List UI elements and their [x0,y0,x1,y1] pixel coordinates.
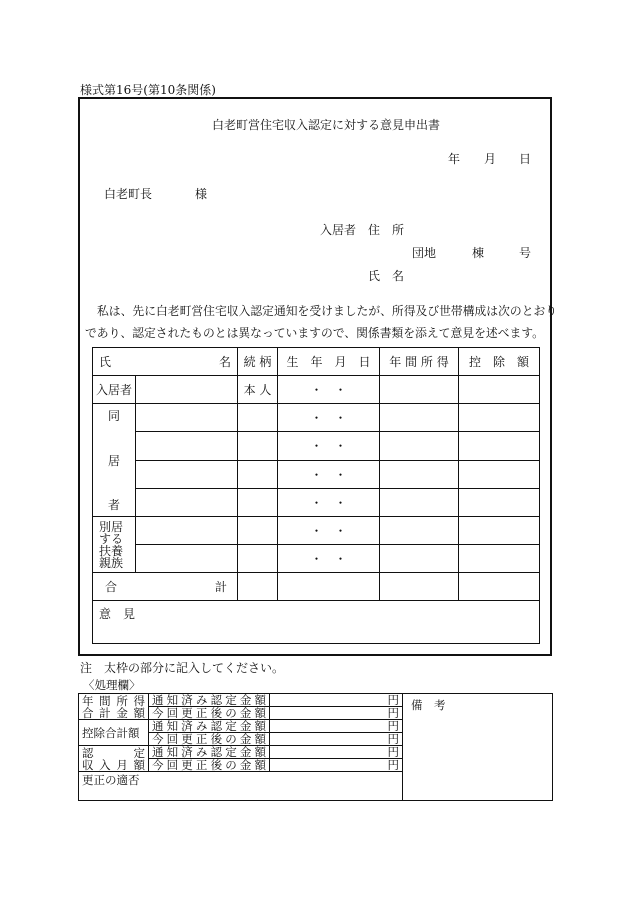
total-deduction-cell[interactable] [459,573,540,601]
deduction-cell[interactable] [459,460,540,488]
header-relation: 続 柄 [238,348,278,376]
notified-amount-label: 通知済み認定金額 [149,720,270,733]
number-label: 号 [519,246,532,260]
deduction-cell[interactable] [459,488,540,516]
body-text-line-1: 私は、先に白老町営住宅収入認定通知を受けましたが、所得及び世帯構成は次のとおり [97,304,558,318]
income-cell[interactable] [380,404,459,432]
cohabitant-label: 同 居 者 [93,404,136,517]
form-number: 様式第16号(第10条関係) [80,83,216,97]
amount-cell[interactable]: 円 [270,694,403,707]
opinion-cell[interactable] [93,601,540,644]
deduction-total-label: 控除合計額 [79,720,149,746]
birth-cell[interactable]: ・ ・ [278,432,380,460]
relation-cell[interactable] [238,432,278,460]
income-cell[interactable] [380,488,459,516]
processing-title: 〈処理欄〉 [83,678,141,692]
amount-cell[interactable]: 円 [270,733,403,746]
recognized-income-label: 認定 収入月額 [79,746,149,772]
corrected-amount-label: 今回更正後の金額 [149,707,270,720]
remarks-cell[interactable] [403,694,553,801]
name-cell[interactable] [136,376,238,404]
amount-cell[interactable]: 円 [270,746,403,759]
note-text: 注 太枠の部分に記入してください。 [80,661,285,675]
name-cell[interactable] [136,545,238,573]
amount-cell[interactable]: 円 [270,759,403,772]
correction-validity-cell[interactable] [79,772,403,801]
income-total-label: 年間所得 合計金額 [79,694,149,720]
income-cell[interactable] [380,460,459,488]
name-cell[interactable] [136,517,238,545]
deduction-cell[interactable] [459,432,540,460]
correction-validity-label: 更正の適否 [82,773,140,787]
amount-cell[interactable]: 円 [270,720,403,733]
income-cell[interactable] [380,376,459,404]
header-birth: 生 年 月 日 [278,348,380,376]
addressee-honorific: 様 [195,187,208,201]
tenant-row-label: 入居者 [93,376,136,404]
household-table [92,347,540,644]
relation-cell[interactable] [238,545,278,573]
remarks-label: 備 考 [411,698,446,712]
total-birth-cell [278,573,380,601]
corrected-amount-label: 今回更正後の金額 [149,759,270,772]
birth-cell[interactable]: ・ ・ [278,460,380,488]
body-text-line-2: であり、認定されたものとは異なっていますので、関係書類を添えて意見を述べます。 [85,326,544,340]
birth-cell[interactable]: ・ ・ [278,488,380,516]
birth-cell[interactable]: ・ ・ [278,404,380,432]
amount-cell[interactable]: 円 [270,707,403,720]
complex-label: 団地 [412,246,437,260]
notified-amount-label: 通知済み認定金額 [149,746,270,759]
name-cell[interactable] [136,460,238,488]
name-cell[interactable] [136,432,238,460]
building-label: 棟 [472,246,485,260]
date-day-label: 日 [519,152,532,166]
total-label: 合 計 [93,573,238,601]
total-income-cell[interactable] [380,573,459,601]
deduction-cell[interactable] [459,376,540,404]
opinion-label: 意 見 [99,607,136,621]
deduction-cell[interactable] [459,404,540,432]
income-cell[interactable] [380,545,459,573]
birth-cell[interactable]: ・ ・ [278,517,380,545]
date-month-label: 月 [484,152,497,166]
income-cell[interactable] [380,432,459,460]
name-cell[interactable] [136,488,238,516]
self-label: 本 人 [238,376,278,404]
addressee-label: 白老町長 [104,187,153,201]
separate-dependents-label: 別居 する 扶養 親族 [93,517,136,573]
income-cell[interactable] [380,517,459,545]
tenant-label: 入居者 [320,223,357,237]
deduction-cell[interactable] [459,517,540,545]
name-cell[interactable] [136,404,238,432]
birth-cell[interactable]: ・ ・ [278,376,380,404]
relation-cell[interactable] [238,460,278,488]
header-name: 氏 名 [93,348,238,376]
relation-cell[interactable] [238,488,278,516]
form-title: 白老町営住宅収入認定に対する意見申出書 [212,118,441,132]
header-deduction: 控 除 額 [459,348,540,376]
relation-cell[interactable] [238,404,278,432]
total-relation-cell [238,573,278,601]
relation-cell[interactable] [238,517,278,545]
deduction-cell[interactable] [459,545,540,573]
notified-amount-label: 通知済み認定金額 [149,694,270,707]
birth-cell[interactable]: ・ ・ [278,545,380,573]
header-income: 年 間 所 得 [380,348,459,376]
address-label: 住 所 [368,223,405,237]
processing-table [78,693,553,801]
name-label: 氏 名 [368,269,405,283]
date-year-label: 年 [448,152,461,166]
corrected-amount-label: 今回更正後の金額 [149,733,270,746]
